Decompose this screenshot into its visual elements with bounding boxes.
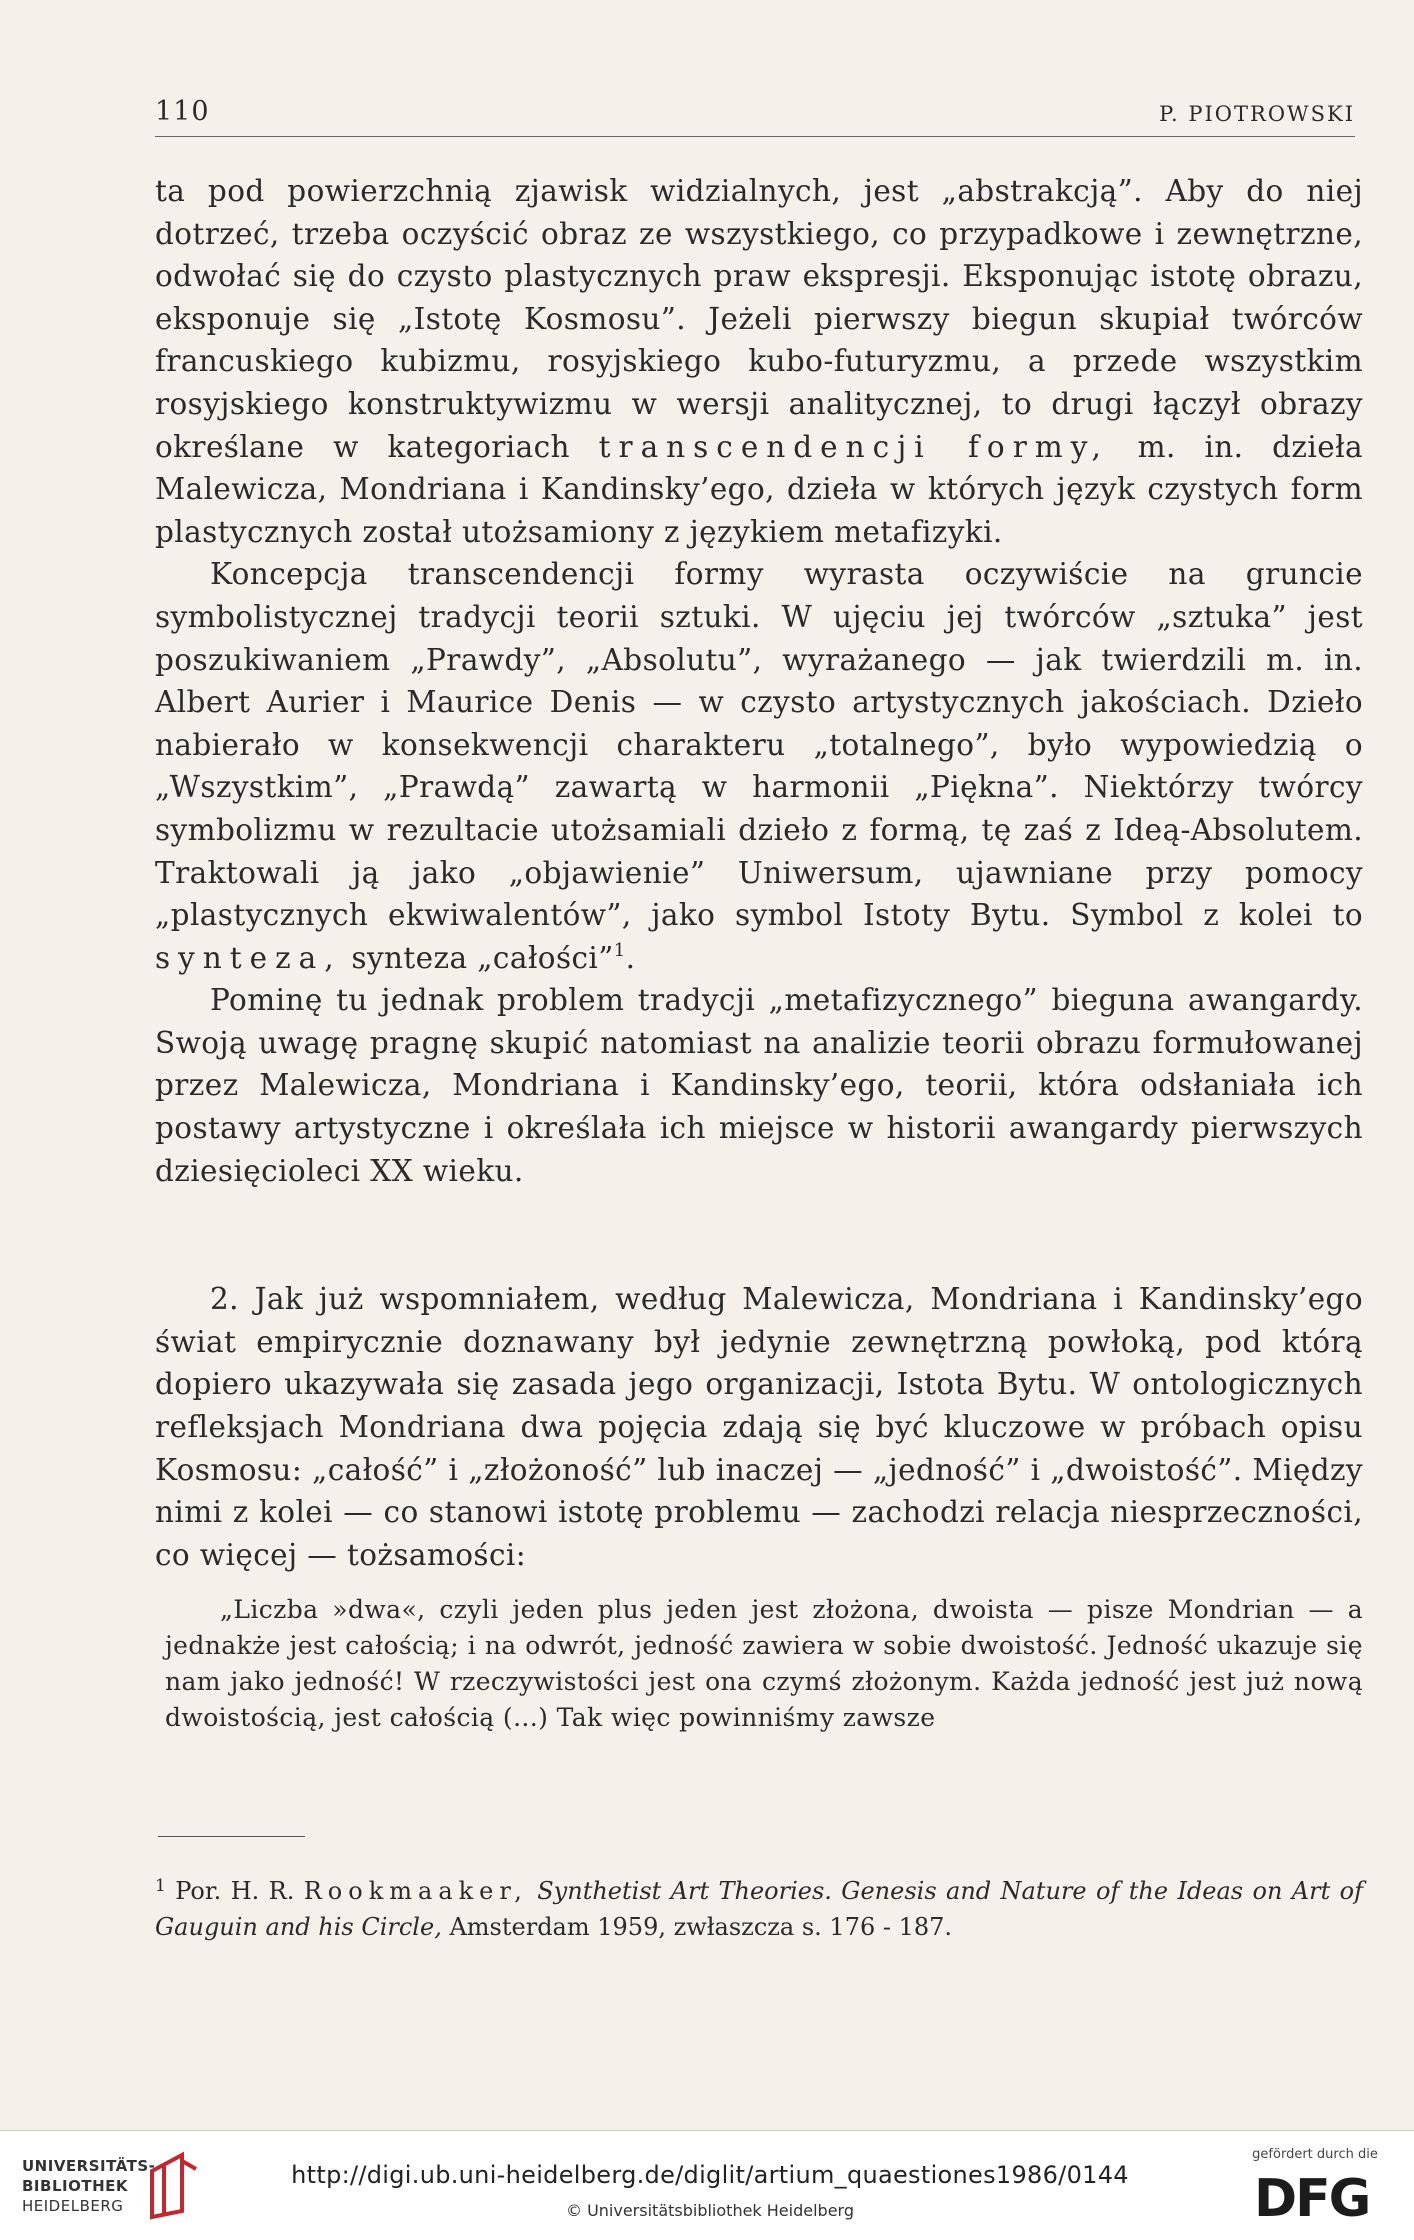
paragraph-3: Pominę tu jednak problem tradycji „metafizycznego” bieguna awangardy. Swoją uwagę pragnę skupić natomiast na analizie teorii obrazu formułowanej przez Malewicza, Mondriana i Kandinsky’ego, teorii, która odsłaniała ich postawy artystyczne i określała ich miejsce w historii awangardy pierwszych dziesięcioleci XX wieku. [155, 983, 1363, 1188]
library-emblem-icon [142, 2151, 202, 2221]
copyright-notice: © Universitätsbibliothek Heidelberg [565, 2201, 854, 2220]
page-header [155, 90, 1355, 137]
footnote-text: Por. H. R. [175, 1877, 295, 1905]
paragraph-2-text: Koncepcja transcendencji formy wyrasta oczywiście na gruncie symbolistycznej tradycji teorii sztuki. W ujęciu jej twórców „sztuka” jest poszukiwaniem „Prawdy”, „Absolutu”, wyrażanego — jak twierdzili m. in. Albert Aurier i Maurice Denis — w czysto artystycznych jakościach. Dzieło nabierało w konsekwencji charakteru „totalnego”, było wypowiedzią o „Wszystkim”, „Prawdą” zawartą w harmonii „Piękna”. Niektórzy twórcy symbolizmu w rezultacie utożsamiali dzieło z formą, tę zaś z Ideą-Absolutem. Traktowali ją jako „objawienie” Uniwersum, ujawniane przy pomocy „plastycznych ekwiwalentów”, jako symbol Istoty Bytu. Symbol z kolei to [155, 557, 1363, 933]
section-2-paragraph: 2. Jak już wspomniałem, według Malewicza, Mondriana i Kandinsky’ego świat empirycznie doznawany był jedynie zewnętrzną powłoką, pod którą dopiero ukazywała się zasada jego organizacji, Istota Bytu. W ontologicznych refleksjach Mondriana dwa pojęcia zdają się być kluczowe w próbach opisu Kosmosu: „całość” i „złożoność” lub inaczej — „jedność” i „dwoistość”. Między nimi z kolei — co stanowi istotę problemu — zachodzi relacja niesprzeczności, co więcej — tożsamości: [155, 1282, 1363, 1572]
running-head: P. PIOTROWSKI [1159, 102, 1355, 126]
footnote-divider [158, 1836, 305, 1837]
dfg-caption: gefördert durch die [1252, 2147, 1378, 2162]
library-name-line3: HEIDELBERG [22, 2197, 124, 2215]
paragraph-1-text-end: m. in. dzieła Malewicza, Mondriana i Kandinsky’ego, dzieła w których język czystych form plastycznych został utożsamiony z językiem metafizyki. [155, 429, 1364, 549]
paragraph-2-text-end: synteza „całości” [351, 940, 614, 975]
body-text [155, 170, 1363, 1736]
footnote-title: Synthetist Art Theories. Genesis and Nature of the Ideas on Art of Gauguin and his Circle, [155, 1877, 1363, 1941]
source-url[interactable]: http://digi.ub.uni-heidelberg.de/diglit/artium_quaestiones1986/0144 [291, 2161, 1129, 2189]
dfg-wordmark: DFG [1254, 2169, 1370, 2229]
dfg-logo [1240, 2147, 1390, 2227]
paragraph-1 [155, 170, 1363, 553]
page-number: 110 [155, 96, 210, 127]
digitization-footer [0, 2130, 1414, 2240]
footnote-reference: 1 [613, 939, 626, 961]
paragraph-2 [155, 553, 1363, 979]
spaced-emphasis: synteza, [155, 940, 342, 975]
paragraph-2-period: . [625, 940, 636, 975]
library-logo [22, 2151, 242, 2221]
footnote-marker: 1 [155, 1876, 166, 1896]
footnote-author: Rookmaaker, [303, 1877, 528, 1905]
library-name-line1: UNIVERSITÄTS- [22, 2157, 156, 2175]
block-quote: „Liczba »dwa«, czyli jeden plus jeden jest złożona, dwoista — pisze Mondrian — a jednakże jest całością; i na odwrót, jedność zawiera w sobie dwoistość. Jedność ukazuje się nam jako jedność! W rzeczywistości jest ona czymś złożonym. Każda jedność jest już nową dwoistością, jest całością (...) Tak więc powinniśmy zawsze [165, 1595, 1363, 1733]
footnote-publication: Amsterdam 1959, zwłaszcza s. 176 - 187. [449, 1913, 953, 1941]
paragraph-1-text: ta pod powierzchnią zjawisk widzialnych, jest „abstrakcją”. Aby do niej dotrzeć, trzeba oczyścić obraz ze wszystkiego, co przypadkowe i zewnętrzne, odwołać się do czysto plastycznych praw ekspresji. Eksponując istotę obrazu, eksponuje się „Istotę Kosmosu”. Jeżeli pierwszy biegun skupiał twórców francuskiego kubizmu, rosyjskiego kubo-futuryzmu, a przede wszystkim rosyjskiego konstruktywizmu w wersji analitycznej, to drugi łączył obrazy określane w kategoriach [155, 174, 1363, 464]
spaced-emphasis: transcendencji formy, [598, 429, 1109, 464]
footnote [155, 1868, 1363, 1945]
library-name-line2: BIBLIOTHEK [22, 2177, 128, 2195]
